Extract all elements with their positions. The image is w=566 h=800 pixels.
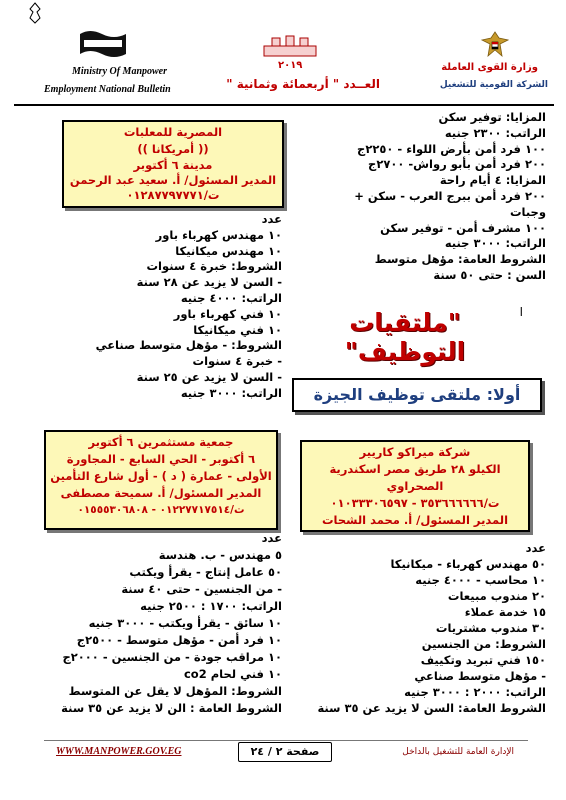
listing-line: ١٠٠ مشرف أمن - توفير سكن	[380, 220, 546, 235]
company-name: المصرية للمعلبات	[123, 125, 223, 139]
listing-line: ٥٠ مهندس كهرباء - ميكانيكا	[390, 557, 546, 571]
company-name: شركة ميراكو كاريير	[359, 445, 471, 459]
left-top-listing	[20, 212, 282, 402]
listing-line: - من الجنسين - حتى ٤٠ سنة	[121, 582, 282, 596]
right-bottom-listing	[300, 540, 546, 716]
footer-rule	[44, 740, 528, 741]
bulletin-logo	[262, 34, 318, 60]
ministry-logo-left	[78, 28, 128, 60]
listing-line: الشروط العامة : الن لا يزيد عن ٣٥ سنة	[61, 701, 282, 715]
ministry-name-ar: وزارة القوى العاملة	[441, 62, 538, 73]
building-icon	[262, 34, 318, 60]
listing-line: ١٥٠ فني تبريد وتكييف	[420, 653, 546, 667]
issue-number: العــدد " أربعمائة وثمانية "	[226, 77, 380, 91]
listing-line: الراتب: ٤٠٠٠ جنيه	[180, 290, 282, 305]
listing-line: الراتب: ٢٠٠٠ : ٣٠٠٠ جنيه	[404, 685, 546, 699]
listing-line: ١٠ فرد أمن - مؤهل متوسط - ٢٥٠٠ج	[76, 633, 282, 647]
listing-line: ١٠ فني لحام co2	[183, 667, 282, 681]
listing-line: ٥٠ عامل إنتاج - يقرأ ويكتب	[129, 565, 282, 579]
listing-line: ١٠٠ فرد أمن بأرض اللواء - ٢٢٥٠ج	[357, 141, 546, 156]
listing-line: السن : حتى ٥٠ سنة	[433, 267, 546, 282]
listing-line: الشروط: خبرة ٤ سنوات	[146, 259, 282, 274]
listing-line: ١٠ مراقب جودة - من الجنسين - ٢٠٠٠ج	[62, 650, 282, 664]
eagle-icon	[480, 30, 510, 60]
listing-line: ٣٠ مندوب مشتريات	[435, 621, 546, 635]
footer-website[interactable]: WWW.MANPOWER.GOV.EG	[56, 746, 182, 757]
main-title: "ملتقيات التوظيف"	[344, 308, 466, 366]
footer-page-number	[238, 742, 332, 762]
listing-line: الشروط: المؤهل لا يقل عن المتوسط	[68, 684, 282, 698]
company-name-ar: الشركة القومية للتشغيل	[439, 80, 548, 90]
investors-box	[44, 430, 278, 530]
company-location: مدينة ٦ أكتوبر	[133, 158, 213, 172]
right-top-listing	[288, 110, 546, 284]
listing-line: المزايا: توفير سكن	[438, 110, 546, 124]
listing-line: ١٠ فني كهرباء باور	[173, 306, 282, 321]
header-rule	[14, 104, 554, 106]
section-title: أولا: ملتقى توظيف الجيزة	[313, 385, 521, 404]
bulletin-name-en: Employment National Bulletin	[44, 84, 171, 95]
listing-line: عدد	[261, 531, 282, 545]
listing-line: ١٠ فني ميكانيكا	[193, 322, 282, 337]
listing-line: الشروط العامة: السن لا يزيد عن ٣٥ سنة	[317, 701, 546, 715]
company-phone: ت/٠١٢٨٧٧٩٧٧٧١	[126, 188, 220, 202]
listing-line: ٥ مهندس - ب. هندسة	[158, 548, 282, 562]
listing-line: عدد	[261, 212, 282, 226]
company-address: الكيلو ٢٨ طريق مصر اسكندرية	[329, 462, 501, 476]
left-bottom-listing	[20, 530, 282, 717]
company-phone: ت/٣٥٣٦٦٦٦٦٦ - ٠١٠٣٣٣٠٦٥٩٧	[330, 496, 500, 510]
listing-line: عدد	[525, 541, 546, 555]
listing-line: ١٠ مهندس ميكانيكا	[175, 243, 282, 258]
listing-line: ٢٠ مندوب مبيعات	[447, 589, 546, 603]
company-address: الأولى - عمارة ( د ) - أول شارع التأمين	[50, 469, 272, 483]
company-brand: (( أمريكانا ))	[137, 142, 209, 156]
listing-line: الشروط: - مؤهل متوسط صناعي	[95, 338, 282, 353]
company-manager: المدير المسئول/ أ. سميحة مصطفى	[60, 486, 262, 500]
ministry-name-en: Ministry Of Manpower	[72, 66, 168, 77]
miraco-box	[300, 440, 530, 532]
listing-line: ٢٠٠ فرد أمن بأبو رواش- ٢٧٠٠ج	[368, 157, 546, 172]
company-address: الصحراوي	[386, 479, 444, 493]
listing-line: ١٠ سائق - يقرأ ويكتب - ٣٠٠٠ جنيه	[88, 616, 282, 630]
listing-line: - خبرة ٤ سنوات	[192, 354, 282, 369]
company-address: ٦ أكتوبر - الحي السابع - المجاورة	[66, 452, 256, 466]
listing-line: الشروط: من الجنسين	[421, 637, 546, 651]
crest-icon	[28, 2, 42, 24]
listing-line: الراتب: ٢٣٠٠ جنيه	[444, 125, 546, 140]
listing-line: - السن لا يزيد عن ٢٨ سنة	[136, 275, 282, 290]
footer-department: الإدارة العامة للتشغيل بالداخل	[402, 747, 514, 757]
company-manager: المدير المسئول/ أ. سعيد عبد الرحمن	[69, 173, 277, 187]
listing-line: ١٥ خدمة عملاء	[464, 605, 546, 619]
listing-line: وجبات	[509, 204, 546, 219]
page-number-text: صفحة ٢ / ٢٤	[250, 745, 320, 758]
section-title-box	[292, 378, 542, 412]
company-name: جمعية مستثمرين ٦ أكتوبر	[88, 435, 234, 449]
listing-line: ١٠ محاسب - ٤٠٠٠ جنيه	[415, 573, 546, 587]
company-phone: ت/٠١٢٢٧٧١٧٥١٤ - ٠١٥٥٥٣٠٦٨٠٨	[77, 504, 245, 516]
listing-line: ٢٠٠ فرد أمن ببرج العرب - سكن +	[354, 188, 546, 203]
americana-box	[62, 120, 284, 208]
listing-line: الراتب: ٣٠٠٠ جنيه	[444, 236, 546, 251]
listing-line: الشروط العامة: مؤهل متوسط	[374, 252, 546, 267]
listing-line: الراتب: ١٧٠٠ : ٢٥٠٠ جنيه	[140, 599, 282, 613]
listing-line: - السن لا يزيد عن ٢٥ سنة	[136, 369, 282, 384]
company-manager: المدير المسئول/ أ. محمد الشحات	[321, 513, 509, 527]
listing-line: الراتب: ٣٠٠٠ جنيه	[180, 385, 282, 400]
listing-line: ١٠ مهندس كهرباء باور	[155, 227, 282, 242]
header-emblem-left	[28, 2, 42, 24]
listing-line: المزايا: ٤ أيام راحة	[439, 173, 546, 188]
page-mark: ا	[519, 305, 523, 319]
egypt-eagle-logo	[480, 30, 510, 60]
listing-line: - مؤهل متوسط صناعي	[414, 669, 546, 683]
issue-year: ٢٠١٩	[278, 60, 303, 71]
